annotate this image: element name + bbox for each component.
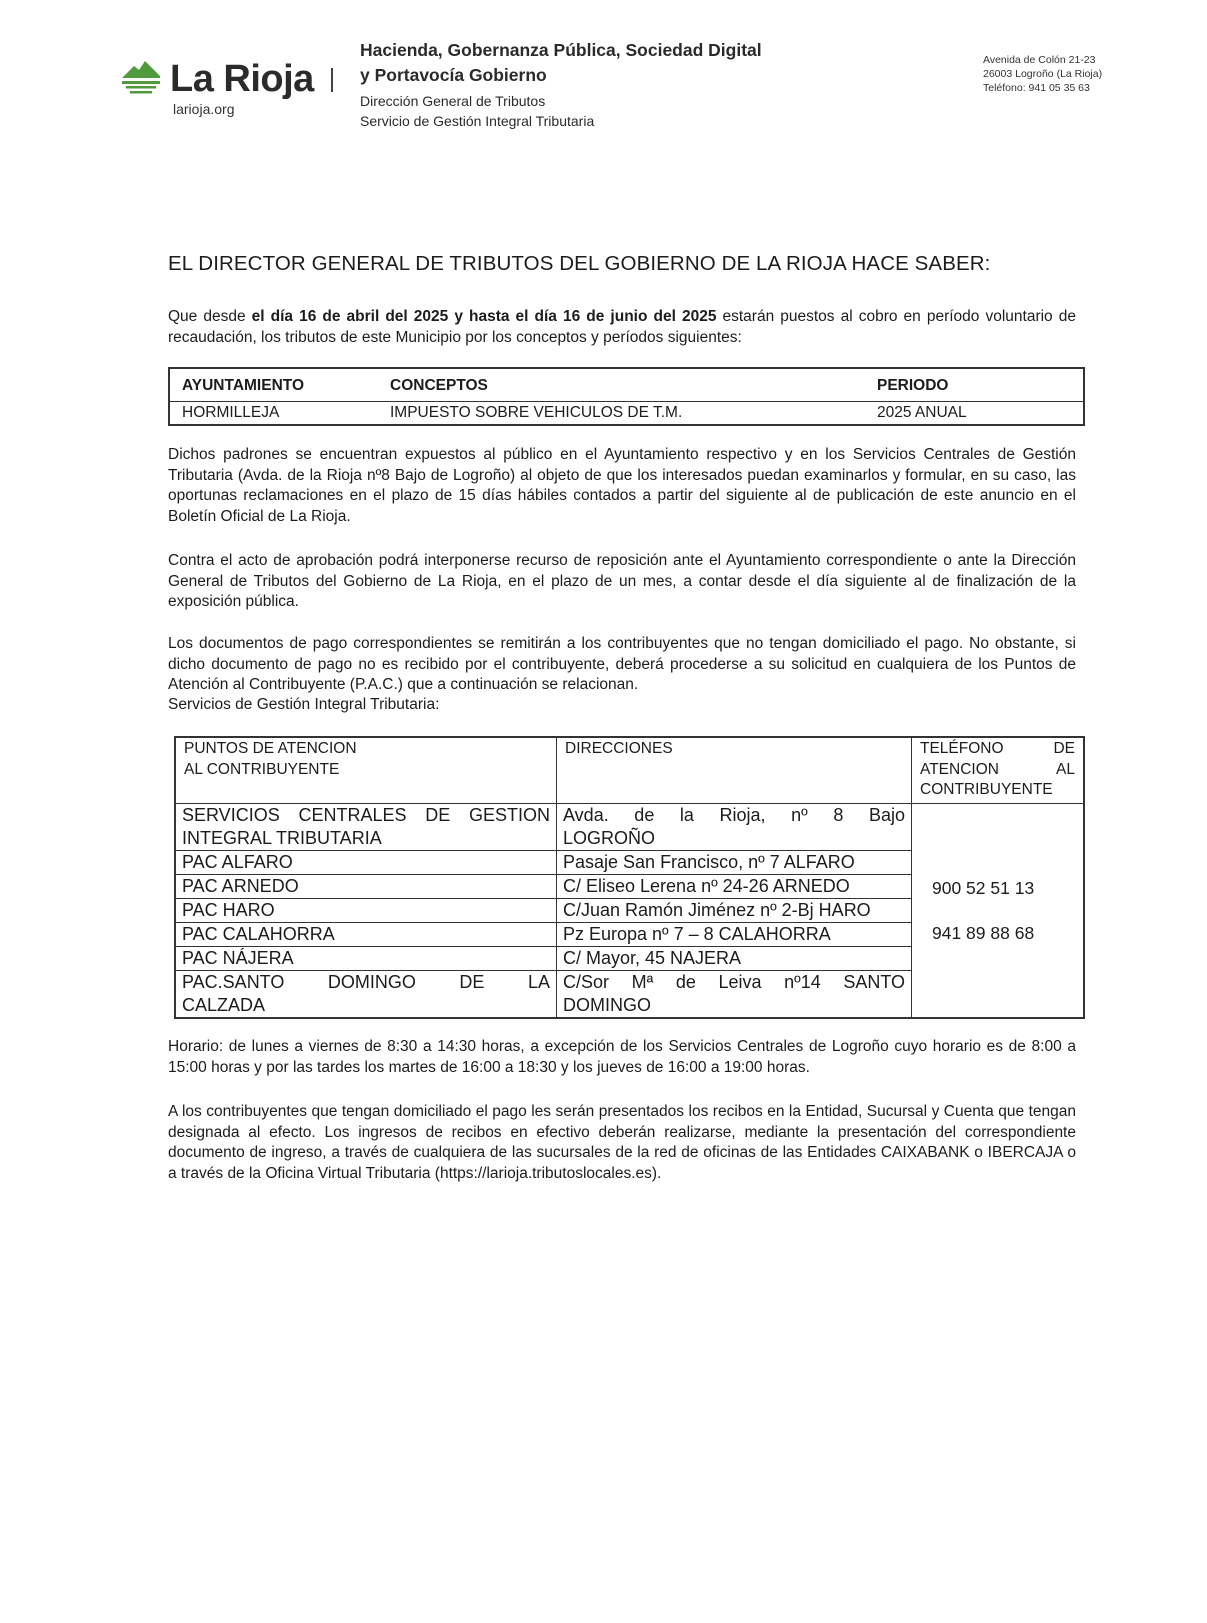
pac-header-phone-line-1: TELÉFONO DE bbox=[920, 740, 1075, 757]
department-title-line-1: Hacienda, Gobernanza Pública, Sociedad Digital bbox=[360, 40, 762, 60]
pac-point-line-1: PAC.SANTO DOMINGO DE LA bbox=[182, 971, 550, 992]
pac-address-line-1: C/Sor Mª de Leiva nº14 SANTO bbox=[563, 971, 905, 992]
payment-paragraph: Los documentos de pago correspondientes se remitirán a los contribuyentes que no tengan domiciliado el pago. No obstante, si dicho documento de pago no es recibido por el contribuyente, deberá procederse a su solicitud en cualquiera de los Puntos de Atención al Contribuyente (P.A.C.) que a continuación se relacionan. bbox=[168, 635, 1076, 693]
pac-header-points-line-1: PUNTOS DE ATENCION bbox=[184, 740, 357, 757]
pac-point: PAC NÁJERA bbox=[175, 946, 557, 970]
department-subtitle-line-1: Dirección General de Tributos bbox=[360, 93, 546, 109]
cell-ayuntamiento: HORMILLEJA bbox=[182, 404, 280, 421]
pac-address bbox=[557, 803, 912, 850]
department-subtitle-line-2: Servicio de Gestión Integral Tributaria bbox=[360, 113, 595, 129]
pac-table bbox=[174, 736, 1085, 1019]
intro-paragraph bbox=[168, 307, 1076, 348]
pac-point-line-1: SERVICIOS CENTRALES DE GESTION bbox=[182, 804, 550, 825]
pac-header-row bbox=[175, 737, 1084, 803]
column-header-conceptos: CONCEPTOS bbox=[378, 368, 865, 402]
intro-text-start: Que desde bbox=[168, 308, 252, 325]
pac-header-points bbox=[175, 737, 557, 803]
domiciled-payment-paragraph: A los contribuyentes que tengan domiciliado el pago les serán presentados los recibos en la Entidad, Sucursal y Cuenta que tengan designada al efecto. Los ingresos de recibos en efectivo deberán realizarse, mediante la presentación del correspondiente documento de ingreso, a través de cualquiera de las sucursales de la red de oficinas de las Entidades CAIXABANK o IBERCAJA o a través de la Oficina Virtual Tributaria (https://larioja.tributoslocales.es). bbox=[168, 1103, 1076, 1182]
table-row bbox=[175, 803, 1084, 850]
pac-point bbox=[175, 803, 557, 850]
address-line-2: 26003 Logroño (La Rioja) bbox=[983, 68, 1103, 80]
pac-address: C/ Eliseo Lerena nº 24-26 ARNEDO bbox=[557, 874, 912, 898]
header-separator bbox=[331, 68, 333, 92]
notice-title: EL DIRECTOR GENERAL DE TRIBUTOS DEL GOBIERNO DE LA RIOJA HACE SABER: bbox=[168, 252, 991, 275]
column-header-periodo: PERIODO bbox=[865, 368, 1084, 402]
column-header-ayuntamiento: AYUNTAMIENTO bbox=[169, 368, 378, 402]
exposure-paragraph: Dichos padrones se encuentran expuestos al público en el Ayuntamiento respectivo y en los Servicios Centrales de Gestión Tributaria (Avda. de la Rioja nº8 Bajo de Logroño) al objeto de que los interesados puedan examinarlos y formular, en su caso, las oportunas reclamaciones en el plazo de 15 días hábiles contados a partir del siguiente al de publicación de este anuncio en el Boletín Oficial de La Rioja. bbox=[168, 446, 1076, 525]
pac-address bbox=[557, 970, 912, 1018]
hours-paragraph: Horario: de lunes a viernes de 8:30 a 14:30 horas, a excepción de los Servicios Centrales de Logroño cuyo horario es de 8:00 a 15:00 horas y por las tardes los martes de 16:00 a 18:30 y los jueves de 16:00 a 19:00 horas. bbox=[168, 1038, 1076, 1076]
pac-address: Pasaje San Francisco, nº 7 ALFARO bbox=[557, 850, 912, 874]
phone-free: 900 52 51 13 bbox=[932, 877, 1035, 898]
pac-header-addresses: DIRECCIONES bbox=[557, 737, 912, 803]
department-subtitle bbox=[360, 91, 594, 131]
table-header-row bbox=[169, 368, 1084, 402]
pac-address: Pz Europa nº 7 – 8 CALAHORRA bbox=[557, 922, 912, 946]
pac-point: PAC HARO bbox=[175, 898, 557, 922]
appeal-paragraph: Contra el acto de aprobación podrá interponerse recurso de reposición ante el Ayuntamiento correspondiente o ante la Dirección General de Tributos del Gobierno de La Rioja, en el plazo de un mes, a contar desde el día siguiente al de finalización de la exposición pública. bbox=[168, 552, 1076, 610]
cell-concepto: IMPUESTO SOBRE VEHICULOS DE T.M. bbox=[390, 404, 683, 421]
pac-point bbox=[175, 970, 557, 1018]
la-rioja-logo-icon bbox=[120, 56, 162, 96]
intro-dates: el día 16 de abril del 2025 y hasta el día 16 de junio del 2025 bbox=[251, 308, 717, 325]
address-line-1: Avenida de Colón 21-23 bbox=[983, 54, 1096, 66]
logo-url: larioja.org bbox=[173, 101, 235, 117]
pac-address-line-2: LOGROÑO bbox=[563, 827, 656, 848]
pac-header-phone-line-3: CONTRIBUYENTE bbox=[920, 781, 1053, 798]
cell-periodo: 2025 ANUAL bbox=[877, 404, 967, 421]
department-title bbox=[360, 38, 800, 88]
pac-address-line-1: Avda. de la Rioja, nº 8 Bajo bbox=[563, 804, 905, 825]
pac-point-line-2: CALZADA bbox=[182, 994, 266, 1015]
pac-point: PAC CALAHORRA bbox=[175, 922, 557, 946]
table-row bbox=[169, 402, 1084, 426]
tax-concepts-table bbox=[168, 367, 1085, 426]
pac-address-line-2: DOMINGO bbox=[563, 994, 651, 1015]
address-phone: Teléfono: 941 05 35 63 bbox=[983, 82, 1090, 94]
services-label: Servicios de Gestión Integral Tributaria: bbox=[168, 696, 440, 713]
office-address bbox=[983, 53, 1102, 95]
pac-point: PAC ALFARO bbox=[175, 850, 557, 874]
pac-phones bbox=[912, 803, 1085, 1018]
intro-text-end: estarán puestos al cobro en período voluntario de recaudación, los tributos de este Municipio por los conceptos y períodos siguientes: bbox=[168, 308, 1076, 346]
pac-point-line-2: INTEGRAL TRIBUTARIA bbox=[182, 827, 382, 848]
pac-address: C/Juan Ramón Jiménez nº 2-Bj HARO bbox=[557, 898, 912, 922]
department-title-line-2: y Portavocía Gobierno bbox=[360, 65, 547, 85]
pac-header-points-line-2: AL CONTRIBUYENTE bbox=[184, 760, 340, 778]
phone-standard: 941 89 88 68 bbox=[932, 922, 1035, 943]
logo-wordmark: La Rioja bbox=[170, 58, 314, 100]
pac-address: C/ Mayor, 45 NAJERA bbox=[557, 946, 912, 970]
pac-header-phone-line-2: ATENCION AL bbox=[920, 760, 1075, 778]
pac-point: PAC ARNEDO bbox=[175, 874, 557, 898]
pac-header-phone bbox=[912, 737, 1085, 803]
